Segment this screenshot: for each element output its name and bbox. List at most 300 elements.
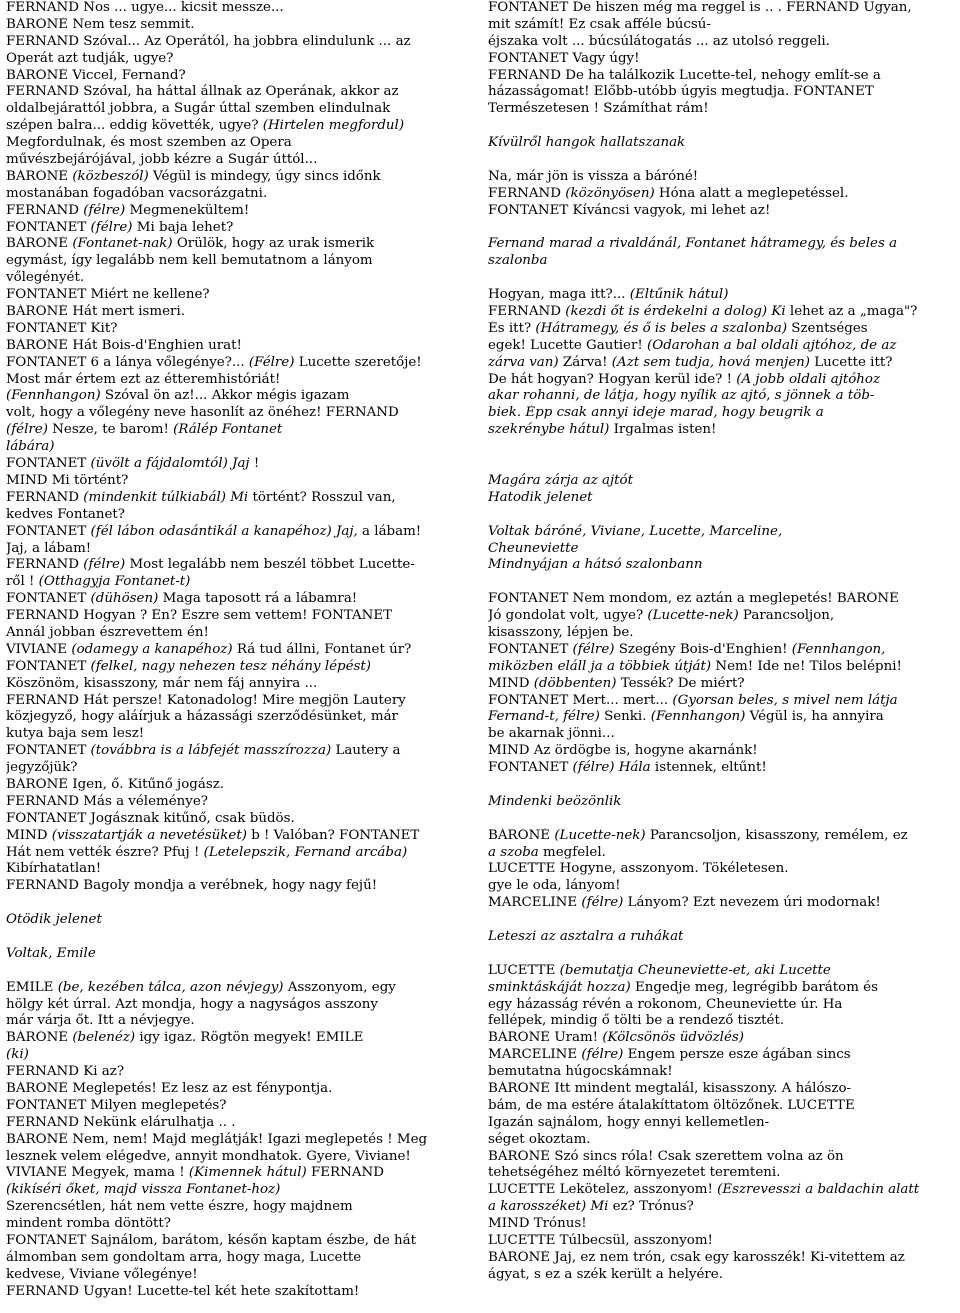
stage-direction: akar rohanni, de látja, hogy nyílik az ajtó, s jönnek a töb-	[488, 388, 875, 404]
script-line	[488, 1165, 956, 1182]
stage-direction: (Eltűnik hátul)	[629, 287, 729, 303]
dialogue-text: Engem persze esze ágában sincs	[623, 1047, 851, 1063]
blank-line	[488, 152, 956, 169]
dialogue-text: BÁRÓNÉ	[488, 827, 555, 843]
script-line	[488, 169, 956, 186]
dialogue-text: LUCETTE	[488, 962, 560, 978]
stage-direction: (be, kezében tálca, azon névjegy)	[57, 979, 284, 995]
dialogue-text: Annál jobban észrevettem én!	[6, 624, 209, 640]
stage-direction: (odamegy a kanapéhoz)	[71, 641, 233, 657]
script-line	[488, 591, 956, 608]
script-line	[488, 34, 956, 51]
stage-direction: (Hirtelen megfordul)	[262, 118, 405, 134]
script-line	[6, 51, 474, 68]
script-line	[6, 101, 474, 118]
blank-line	[6, 895, 474, 912]
script-line	[6, 1013, 474, 1030]
dialogue-text: bemutatna húgocskámnak!	[488, 1064, 673, 1080]
script-line	[6, 17, 474, 34]
stage-direction: (Azt sem tudja, hová menjen)	[611, 354, 811, 370]
script-line	[488, 726, 956, 743]
stage-direction: (közbeszól)	[72, 168, 149, 184]
dialogue-text: kisasszony, lépjen be.	[488, 624, 634, 640]
stage-direction: a szoba	[488, 844, 539, 860]
dialogue-text: MIND Mi történt?	[6, 472, 129, 488]
script-line	[488, 1149, 956, 1166]
dialogue-text: Őrülök, hogy az urak ismerik	[172, 236, 375, 252]
dialogue-text: BÁRÓNÉ Jaj, ez nem trón, csak egy karosszék! Ki-vitettem az	[488, 1249, 905, 1265]
script-line	[488, 388, 956, 405]
blank-line	[488, 220, 956, 237]
stage-direction: (közönyösen)	[565, 185, 655, 201]
dialogue-text: BÁRÓNÉ Viccel, Fernand?	[6, 67, 186, 83]
dialogue-text: be akarnak jönni...	[488, 726, 615, 742]
dialogue-text: FERNAND	[488, 185, 566, 201]
script-line	[6, 1250, 474, 1267]
script-line	[6, 236, 474, 253]
stage-direction: biek. Épp csak annyi ideje marad, hogy beugrik a	[488, 405, 824, 421]
script-line	[6, 220, 474, 237]
dialogue-text: VIVIANE Megyek, mama !	[6, 1165, 189, 1181]
dialogue-text: MIND Az ördögbe is, hogyne akarnánk!	[488, 743, 758, 759]
stage-direction: (Lucette-nek)	[554, 827, 646, 843]
dialogue-text: FERNAND Bagoly mondja a verébnek, hogy nagy fejű!	[6, 878, 378, 894]
script-line	[6, 726, 474, 743]
dialogue-text: b ! Valóban? FONTANET	[246, 827, 420, 843]
stage-direction: (bemutatja Cheuneviette-et, aki Lucette	[559, 962, 831, 978]
dialogue-text: FONTANET Nem mondom, ez aztán a meglepetés! BÁRÓNÉ	[488, 591, 899, 607]
dialogue-text: Szóval ön az!... Akkor mégis igazam	[100, 388, 350, 404]
script-line	[6, 997, 474, 1014]
dialogue-text: hölgy két úrral. Azt mondja, hogy a nagyságos asszony	[6, 996, 378, 1012]
script-line	[6, 1267, 474, 1284]
script-line	[6, 946, 474, 963]
script-line	[6, 811, 474, 828]
blank-line	[488, 946, 956, 963]
dialogue-text: Asszonyom, egy	[283, 979, 396, 995]
dialogue-text: istennek, eltűnt!	[650, 760, 767, 776]
script-line	[488, 861, 956, 878]
script-line	[488, 1233, 956, 1250]
script-line	[6, 287, 474, 304]
script-line	[6, 270, 474, 287]
dialogue-text: Köszönöm, kisasszony, már nem fáj annyira ...	[6, 675, 318, 691]
dialogue-text: szépen balra... eddig követték, ugye?	[6, 118, 263, 134]
script-line	[488, 1216, 956, 1233]
dialogue-text: FERNAND	[488, 304, 566, 320]
dialogue-text: BÁRÓNÉ	[6, 1030, 73, 1046]
stage-direction: (félre)	[581, 1047, 624, 1063]
stage-direction: (A jobb oldali ajtóhoz	[736, 371, 881, 387]
dialogue-text: álmomban sem gondoltam arra, hogy maga, Lucette	[6, 1249, 362, 1265]
dialogue-text: LUCETTE Lekötelez, asszonyom!	[488, 1182, 718, 1198]
dialogue-text: BÁRÓNÉ Uram!	[488, 1030, 603, 1046]
stage-direction: (Fennhangon,	[791, 641, 886, 657]
dialogue-text: BÁRÓNÉ Hát Bois-d'Enghien urat!	[6, 337, 242, 353]
script-line	[488, 828, 956, 845]
dialogue-text: Végül is, ha annyira	[745, 709, 884, 725]
dialogue-text: FONTANET Mert... mert...	[488, 692, 673, 708]
dialogue-text: FERNAND	[6, 202, 84, 218]
script-line	[488, 642, 956, 659]
stage-direction: Hatodik jelenet	[488, 489, 593, 505]
dialogue-text: FONTANET	[488, 760, 573, 776]
stage-direction: Ötödik jelenet	[6, 912, 102, 928]
script-line	[488, 878, 956, 895]
dialogue-text: jegyzőjük?	[6, 760, 78, 776]
script-line	[6, 507, 474, 524]
stage-direction: Mindnyájan a hátsó szalonbann	[488, 557, 703, 573]
script-line	[488, 997, 956, 1014]
dialogue-text: FONTANET Kit?	[6, 320, 118, 336]
script-line	[6, 828, 474, 845]
script-line	[6, 676, 474, 693]
stage-direction: (Fennhangon)	[6, 388, 101, 404]
dialogue-text: Nem! Ide ne! Tilos belépni!	[711, 658, 902, 674]
dialogue-text: Maga taposott rá a lábamra!	[158, 591, 358, 607]
dialogue-text: Engedje meg, legrégibb barátom és	[630, 979, 878, 995]
dialogue-text: Most már értem ezt az étteremhistóriát!	[6, 371, 281, 387]
dialogue-text: Nesze, te barom!	[47, 422, 174, 438]
stage-direction: sminktáskáját hozza)	[488, 979, 631, 995]
dialogue-text: FONTANET Sajnálom, barátom, későn kaptam észbe, de hát	[6, 1233, 417, 1249]
script-line	[488, 236, 956, 253]
dialogue-text: Hóna alatt a meglepetéssel.	[654, 185, 849, 201]
dialogue-text: tehetségéhez méltó környezetet teremteni.	[488, 1165, 781, 1181]
dialogue-text: Lányom? Ezt nevezem úri modornak!	[623, 895, 881, 911]
dialogue-text: Parancsoljon, kisasszony, remélem, ez	[645, 827, 908, 843]
dialogue-text: Senki.	[599, 709, 651, 725]
stage-direction: (Odarohan a bal oldali ajtóhoz, de az	[647, 337, 897, 353]
script-line	[6, 980, 474, 997]
script-line	[6, 1132, 474, 1149]
right-column	[488, 0, 956, 1284]
stage-direction: Kívülről hangok hallatszanak	[488, 135, 686, 151]
script-line	[488, 1064, 956, 1081]
dialogue-text: mostanában fogadóban vacsorázgatni.	[6, 185, 268, 201]
stage-direction: (kezdi őt is érdekelni a dolog) Ki	[565, 304, 786, 320]
dialogue-text: MIND Trónus!	[488, 1216, 587, 1232]
script-line	[6, 912, 474, 929]
script-line	[488, 490, 956, 507]
stage-direction: (félre)	[83, 557, 126, 573]
dialogue-text: És itt?	[488, 320, 536, 336]
blank-line	[488, 811, 956, 828]
dialogue-text: ez? Trónus?	[608, 1199, 694, 1215]
stage-direction: (Hátramegy, és ő is beles a szalonba)	[535, 320, 788, 336]
dialogue-text: MIND	[488, 675, 534, 691]
dialogue-text: történt? Rosszul van,	[248, 489, 396, 505]
script-line	[6, 439, 474, 456]
dialogue-text: BÁRÓNÉ Meglepetés! Ez lesz az est fénypontja.	[6, 1081, 333, 1096]
blank-line	[488, 456, 956, 473]
dialogue-text: FONTANET	[6, 658, 91, 674]
dialogue-text: közjegyző, hogy aláírjuk a házassági szerződésünket, már	[6, 709, 398, 725]
dialogue-text: Lautery a	[331, 743, 401, 759]
blank-line	[6, 929, 474, 946]
script-line	[488, 355, 956, 372]
dialogue-text: lesznek velem elégedve, annyit mondhatok. Gyere, Viviane!	[6, 1148, 411, 1164]
stage-direction: (Letelepszik, Fernand arcába)	[203, 844, 408, 860]
script-line	[488, 253, 956, 270]
script-line	[6, 1047, 474, 1064]
script-line	[488, 659, 956, 676]
dialogue-text: volt, hogy a vőlegény neve hasonlít az önéhez! FERNAND	[6, 405, 399, 421]
script-line	[6, 84, 474, 101]
dialogue-text: FERNAND De ha találkozik Lucette-tel, nehogy említ-se a	[488, 67, 881, 83]
dialogue-text: FERNAND Nos ... ugye... kicsit messze...	[6, 0, 284, 15]
script-line	[488, 0, 956, 17]
script-line	[6, 388, 474, 405]
dialogue-text: Lucette itt?	[810, 354, 893, 370]
dialogue-text: Operát azt tudják, ugye?	[6, 50, 174, 66]
dialogue-text: FONTANET	[6, 743, 91, 759]
dialogue-text: Tessék? De miért?	[616, 675, 745, 691]
stage-direction: (belenéz)	[72, 1030, 136, 1046]
script-line	[488, 760, 956, 777]
stage-direction: (Fennhangon)	[650, 709, 746, 725]
dialogue-text: MARCELINE	[488, 895, 582, 911]
blank-line	[6, 963, 474, 980]
script-line	[6, 1284, 474, 1301]
stage-direction: Fernand-t, félre)	[488, 709, 600, 725]
dialogue-text: Irgalmas isten!	[609, 422, 717, 438]
script-line	[6, 625, 474, 642]
dialogue-text: FONTANET 6 a lánya vőlegénye?...	[6, 354, 249, 370]
dialogue-text: Szerencsétlen, hát nem vette észre, hogy majdnem	[6, 1199, 353, 1215]
stage-direction: (félre)	[90, 219, 133, 235]
dialogue-text: BÁRÓNÉ Nem, nem! Majd meglátják! Igazi meglepetés ! Meg	[6, 1131, 428, 1147]
dialogue-text: FERNAND Nekünk elárulhatja .. .	[6, 1114, 236, 1130]
stage-direction: (dühösen)	[90, 591, 159, 607]
script-line	[6, 574, 474, 591]
dialogue-text: EMILE	[6, 979, 58, 995]
script-line	[6, 591, 474, 608]
dialogue-text: fellépek, mindig ő tölti be a rendező tisztét.	[488, 1013, 785, 1029]
dialogue-text: BÁRÓNÉ Hát mert ismeri.	[6, 304, 185, 320]
dialogue-text: Természetesen ! Számíthat rám!	[488, 101, 709, 117]
script-line	[488, 1013, 956, 1030]
script-line	[488, 1267, 956, 1284]
script-line	[488, 1132, 956, 1149]
dialogue-text: FONTANET	[488, 641, 573, 657]
dialogue-text: Megfordulnak, és most szemben az Opera	[6, 135, 292, 151]
script-line	[488, 794, 956, 811]
dialogue-text: BÁRÓNÉ Szó sincs róla! Csak szerettem volna az ön	[488, 1148, 844, 1164]
dialogue-text: a lábam!	[357, 523, 422, 539]
script-line	[6, 1098, 474, 1115]
dialogue-text: igy igaz. Rögtön megyek! EMILE	[135, 1030, 364, 1046]
script-line	[6, 338, 474, 355]
dialogue-text: FERNAND Ugyan! Lucette-tel két hete szakítottam!	[6, 1283, 360, 1299]
script-line	[488, 405, 956, 422]
stage-direction: Fernand marad a rivaldánál, Fontanet hátramegy, és beles a	[488, 236, 898, 252]
script-line	[488, 1030, 956, 1047]
script-line	[6, 473, 474, 490]
dialogue-text: BÁRÓNÉ	[6, 236, 73, 252]
script-line	[6, 541, 474, 558]
script-line	[488, 1182, 956, 1199]
script-line	[488, 51, 956, 68]
dialogue-text: Parancsoljon,	[738, 608, 835, 624]
dialogue-text: Hát nem vették észre? Pfuj !	[6, 844, 204, 860]
dialogue-text: BÁRÓNÉ Igen, ő. Kitűnő jogász.	[6, 776, 225, 792]
script-line	[6, 321, 474, 338]
script-line	[488, 1098, 956, 1115]
script-line	[488, 895, 956, 912]
dialogue-text: séget okoztam.	[488, 1131, 591, 1147]
stage-direction: zárva van)	[488, 354, 559, 370]
script-line	[6, 760, 474, 777]
script-line	[488, 709, 956, 726]
script-line	[488, 963, 956, 980]
script-line	[6, 490, 474, 507]
script-line	[488, 676, 956, 693]
dialogue-text: egymást, így legalább nem kell bemutatnom a lányom	[6, 253, 373, 269]
script-line	[488, 84, 956, 101]
stage-direction: (félre) Hála	[572, 760, 651, 776]
script-line	[6, 709, 474, 726]
script-line	[6, 1030, 474, 1047]
blank-line	[488, 439, 956, 456]
script-line	[488, 980, 956, 997]
script-line	[488, 541, 956, 558]
script-line	[488, 625, 956, 642]
dialogue-text: mit számít! Ez csak afféle búcsú-	[488, 16, 711, 32]
dialogue-text: egek! Lucette Gautier!	[488, 337, 647, 353]
script-line	[488, 287, 956, 304]
script-line	[6, 422, 474, 439]
script-line	[6, 152, 474, 169]
script-line	[6, 253, 474, 270]
dialogue-text: Jó gondolat volt, ugye?	[488, 608, 648, 624]
dialogue-text: FERNAND	[6, 557, 84, 573]
dialogue-text: FERNAND	[6, 489, 84, 505]
script-line	[6, 1216, 474, 1233]
script-line	[488, 135, 956, 152]
dialogue-text: gye le oda, lányom!	[488, 878, 621, 894]
dialogue-text: FONTANET	[6, 523, 91, 539]
blank-line	[488, 574, 956, 591]
script-line	[6, 557, 474, 574]
script-line	[6, 642, 474, 659]
dialogue-text: házasságomat! Előbb-utóbb úgyis megtudja. FONTANET	[488, 84, 874, 100]
stage-direction: (Kölcsönös üdvözlés)	[602, 1030, 744, 1046]
script-line	[488, 422, 956, 439]
dialogue-text: BÁRÓNÉ Itt mindent megtalál, kisasszony. A hálószo-	[488, 1081, 852, 1096]
script-line	[488, 693, 956, 710]
script-line	[488, 557, 956, 574]
script-line	[6, 203, 474, 220]
script-line	[6, 693, 474, 710]
stage-direction: (Lucette-nek)	[647, 608, 739, 624]
dialogue-text: megfelel.	[538, 844, 606, 860]
stage-direction: lábára)	[6, 439, 55, 455]
dialogue-text: Szentséges	[787, 320, 868, 336]
dialogue-text: !	[249, 456, 260, 472]
script-line	[6, 68, 474, 85]
script-line	[6, 1149, 474, 1166]
dialogue-text: Rá tud állni, Fontanet úr?	[232, 641, 412, 657]
blank-line	[488, 912, 956, 929]
dialogue-text: BÁRÓNÉ	[6, 168, 73, 184]
script-line	[488, 321, 956, 338]
script-line	[488, 101, 956, 118]
dialogue-text: LUCETTE Túlbecsül, asszonyom!	[488, 1233, 713, 1249]
dialogue-text: FONTANET Vagy úgy!	[488, 50, 640, 66]
dialogue-text: FONTANET Kíváncsi vagyok, mi lehet az!	[488, 202, 771, 218]
script-line	[488, 1250, 956, 1267]
script-line	[6, 34, 474, 51]
stage-direction: (félre)	[83, 202, 126, 218]
script-line	[488, 524, 956, 541]
dialogue-text: Szegény Bois-d'Enghien!	[614, 641, 792, 657]
script-line	[6, 135, 474, 152]
dialogue-text: FONTANET	[6, 591, 91, 607]
script-line	[488, 338, 956, 355]
script-line	[6, 1115, 474, 1132]
dialogue-text: Lucette szeretője!	[294, 354, 422, 370]
dialogue-text: FONTANET Miért ne kellene?	[6, 287, 210, 303]
script-line	[488, 186, 956, 203]
script-line	[6, 1081, 474, 1098]
script-line	[6, 845, 474, 862]
script-line	[6, 861, 474, 878]
stage-direction: szekrénybe hátul)	[488, 422, 610, 438]
dialogue-text: mindent romba döntött?	[6, 1216, 171, 1232]
stage-direction: (felkel, nagy nehezen tesz néhány lépést)	[90, 658, 371, 674]
dialogue-text: Mi baja lehet?	[132, 219, 234, 235]
dialogue-text: Jaj, a lábam!	[6, 540, 92, 556]
script-line	[6, 524, 474, 541]
script-line	[6, 1064, 474, 1081]
stage-direction: (üvölt a fájdalomtól) Jaj	[90, 456, 250, 472]
dialogue-text: LUCETTE Hogyne, asszonyom. Tökéletesen.	[488, 861, 789, 877]
stage-direction: Voltak, Emile	[6, 945, 96, 961]
dialogue-text: FERNAND	[306, 1165, 384, 1181]
dialogue-text: FONTANET Milyen meglepetés?	[6, 1097, 227, 1113]
script-line	[488, 743, 956, 760]
stage-direction: (Félre)	[248, 354, 295, 370]
script-line	[6, 1182, 474, 1199]
stage-direction: Magára zárja az ajtót	[488, 472, 633, 488]
stage-direction: (mindenkit túlkiabál) Mi	[83, 489, 249, 505]
stage-direction: (Otthagyja Fontanet-t)	[38, 574, 191, 590]
stage-direction: (továbbra is a lábfejét masszírozza)	[90, 743, 332, 759]
script-line	[488, 929, 956, 946]
dialogue-text: FERNAND Ki az?	[6, 1064, 125, 1080]
script-line	[488, 1115, 956, 1132]
script-line	[488, 845, 956, 862]
script-line	[6, 1165, 474, 1182]
dialogue-text: FERNAND Hát persze! Katonadolog! Mire megjön Lautery	[6, 692, 406, 708]
dialogue-text: MARCELINE	[488, 1047, 582, 1063]
left-column	[6, 0, 474, 1301]
stage-direction: Cheuneviette	[488, 540, 579, 556]
dialogue-text: FERNAND Szóval, ha háttal állnak az Operának, akkor az	[6, 84, 399, 100]
script-line	[6, 743, 474, 760]
stage-direction: Voltak báróné, Viviane, Lucette, Marceline,	[488, 523, 783, 539]
stage-direction: (Kimennek hátul)	[188, 1165, 307, 1181]
script-line	[6, 794, 474, 811]
dialogue-text: FONTANET	[6, 219, 91, 235]
dialogue-text: ágyat, s ez a szék került a helyére.	[488, 1266, 723, 1282]
script-line	[488, 372, 956, 389]
script-line	[6, 777, 474, 794]
stage-direction: (Fontanet-nak)	[72, 236, 173, 252]
dialogue-text: MIND	[6, 827, 52, 843]
dialogue-text: Na, már jön is vissza a báróné!	[488, 168, 699, 184]
